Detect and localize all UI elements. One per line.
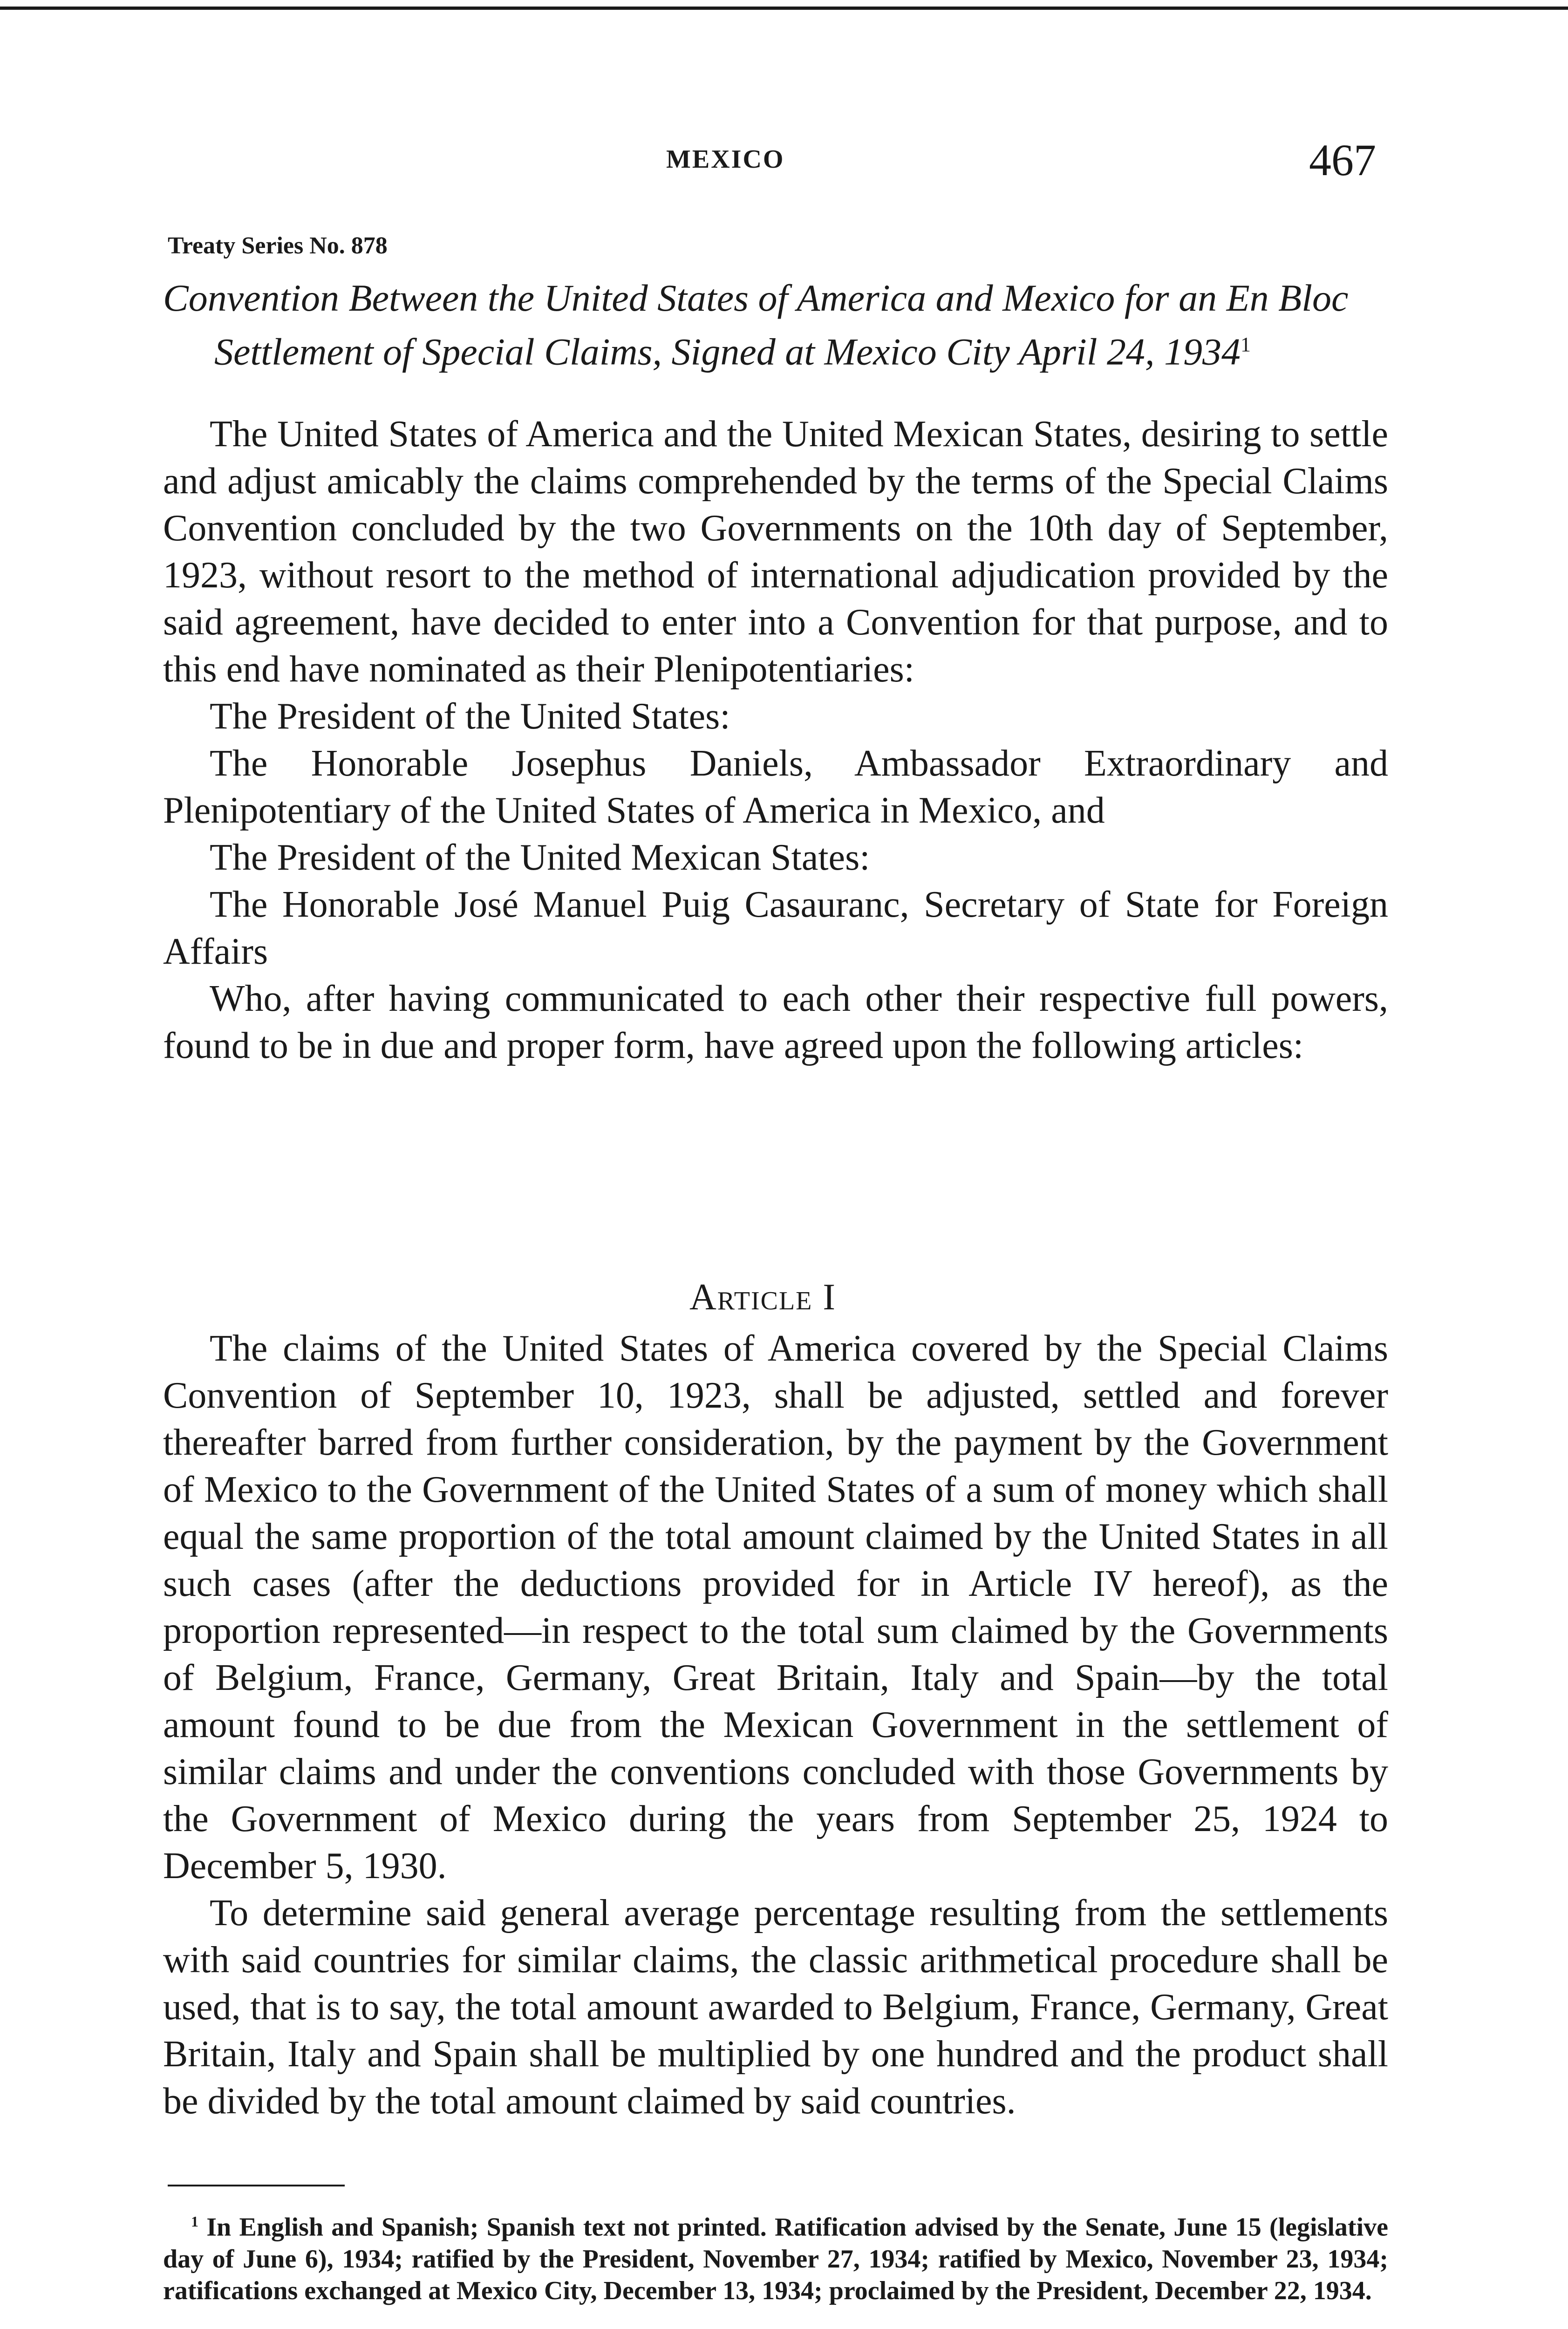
treaty-title-footnote-marker: 1 <box>1241 333 1251 356</box>
article-1-paragraph-1: The claims of the United States of America covered by the Special Claims Convention of September 10, 1923, shall be adjusted, settled and forever thereafter barred from further consideration, by the payment by the Government of Mexico to the Government of the United States of a sum of money which shall equal the same proportion of the total amount claimed by the United States in all such cases (after the deductions provided for in Article IV hereof), as the proportion represented—in respect to the total sum claimed by the Governments of Belgium, France, Germany, Great Britain, Italy and Spain—by the total amount found to be due from the Mexican Government in the settlement of similar claims and under the conventions concluded with those Governments by the Government of Mexico during the years from September 25, 1924 to December 5, 1930. <box>163 1328 1388 1886</box>
treaty-series-number: Treaty Series No. 878 <box>168 232 388 259</box>
preamble-president-us: The President of the United States: <box>210 696 730 737</box>
footnote-rule <box>168 2185 345 2186</box>
article-heading: Article I <box>689 1277 837 1318</box>
footnote <box>163 2206 1388 2307</box>
preamble-president-mx: The President of the United Mexican States: <box>210 837 870 878</box>
footnote-text: In English and Spanish; Spanish text not printed. Ratification advised by the Senate, June 15 (legislative day of June 6), 1934; ratified by the President, November 27, 1934; ratified by Mexico, November 23, 1934; ratifications exchanged at Mexico City, December 13, 1934; proclaimed by the President, December 22, 1934. <box>163 2213 1388 2305</box>
preamble-closing: Who, after having communicated to each other their respective full powers, found to be in due and proper form, have agreed upon the following articles: <box>163 978 1388 1066</box>
article-1-paragraph-2: To determine said general average percentage resulting from the settlements with said countries for similar claims, the classic arithmetical procedure shall be used, that is to say, the total amount awarded to Belgium, France, Germany, Great Britain, Italy and Spain shall be multiplied by one hundred and the product shall be divided by the total amount claimed by said countries. <box>163 1893 1388 2122</box>
footnote-marker: 1 <box>191 2213 198 2230</box>
preamble-us-plenipotentiary: The Honorable Josephus Daniels, Ambassador Extraordinary and Plenipotentiary of the United States of America in Mexico, and <box>163 743 1388 831</box>
preamble-intro: The United States of America and the United Mexican States, desiring to settle and adjust amicably the claims comprehended by the terms of the Special Claims Convention concluded by the two Governments on the 10th day of September, 1923, without resort to the method of international adjudication provided by the said agreement, have decided to enter into a Convention for that purpose, and to this end have nominated as their Plenipotentiaries: <box>163 414 1388 690</box>
running-head: MEXICO <box>666 145 785 174</box>
top-rule <box>0 7 1568 10</box>
treaty-title <box>163 275 1402 375</box>
treaty-title-text: Convention Between the United States of America and Mexico for an En Bloc Settlement of Special Claims, Signed at Mexico City April 24, 1934 <box>163 277 1349 373</box>
article-1-body <box>163 1325 1388 2125</box>
page-number: 467 <box>1309 135 1376 185</box>
preamble <box>163 411 1388 1069</box>
preamble-mx-plenipotentiary: The Honorable José Manuel Puig Casauranc, Secretary of State for Foreign Affairs <box>163 884 1388 972</box>
